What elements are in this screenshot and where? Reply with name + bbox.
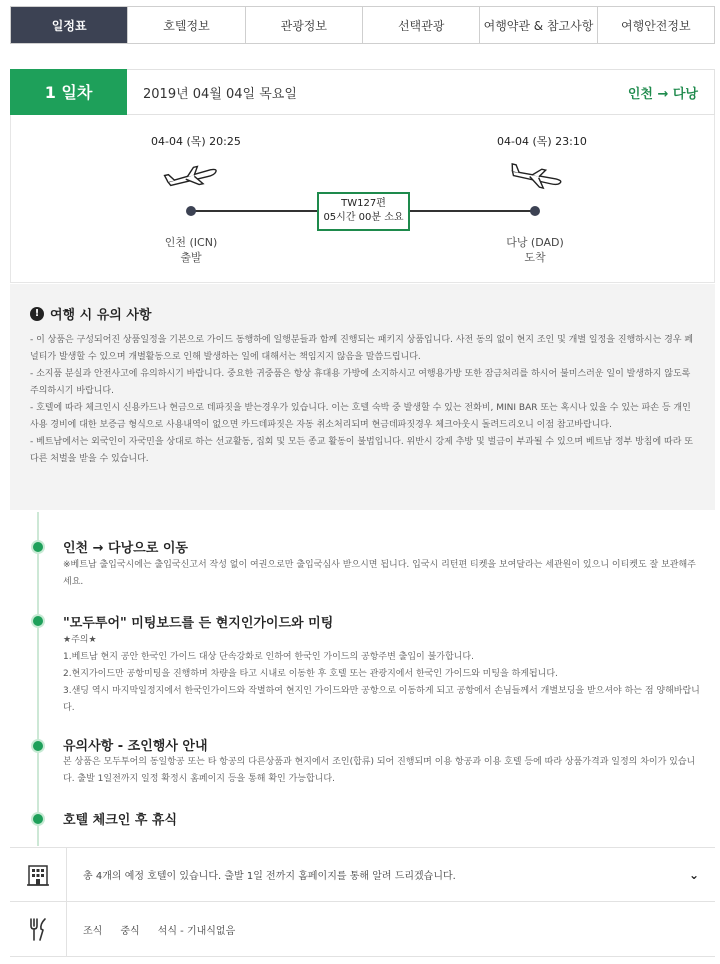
notice-paragraph: - 이 상품은 구성되어진 상품일정을 기본으로 가이드 동행하에 일행분들과 함께 진행되는 패키지 상품입니다. 사전 동의 없이 현지 조인 및 개별 일정을 진행하시는 경우 페널티가 발생할 수 있으며 개별활동으로 인해 발생하는 일에 대해서는 책임지지 않음을 말씀드립니다.: [30, 335, 694, 362]
arrive-dot: [530, 206, 540, 216]
building-icon: [26, 863, 50, 887]
itinerary-timeline: [10, 512, 715, 846]
meal-breakfast: 조식: [83, 925, 103, 937]
meal-lunch: 중식: [120, 925, 140, 937]
depart-label: 출발: [180, 251, 202, 264]
warning-icon: !: [30, 307, 44, 321]
depart-time: 04-04 (목) 20:25: [151, 135, 241, 148]
tab-optional-tour[interactable]: 선택관광: [362, 7, 479, 43]
timeline-note-line: 1.베트남 현지 공안 한국인 가이드 대상 단속강화로 인하여 한국인 가이드의 공항주변 출입이 불가합니다.: [63, 652, 474, 662]
arrive-time: 04-04 (목) 23:10: [497, 135, 587, 148]
meal-list: [83, 922, 235, 937]
timeline-item-text: 본 상품은 모두투어의 동일항공 또는 타 항공의 다른상품과 현지에서 조인(합류) 되어 진행되며 이용 항공과 이용 호텔 등에 따라 상품가격과 일정의 차이가 있습니다. 출발 1일전까지 일정 확정시 홈페이지 등을 통해 확인 가능합니다.: [63, 757, 696, 784]
timeline-dot: [33, 542, 43, 552]
timeline-dot: [33, 814, 43, 824]
notice-title: 여행 시 유의 사항: [50, 308, 152, 323]
depart-city: 인천 (ICN): [164, 236, 218, 249]
timeline-item-text: [63, 632, 703, 717]
arrive-label: 도착: [524, 251, 546, 264]
arrive-city-block: [495, 235, 575, 265]
day-badge: 1 일차: [10, 69, 127, 115]
depart-dot: [186, 206, 196, 216]
timeline-note-line: ★주의★: [63, 635, 97, 645]
timeline-item-title: "모두투어" 미팅보드를 든 현지인가이드와 미팅: [63, 616, 334, 631]
notice-paragraph: - 호텔에 따라 체크인시 신용카드나 현금으로 데파짓을 받는경우가 있습니다. 이는 호텔 숙박 중 발생할 수 있는 전화비, MINI BAR 또는 혹시나 있을 수 있는 파손 등 개인사용 경비에 대한 보증금 형식으로 사용내역이 없으면 카드데파짓은 자동 취소처리되며 현금데파짓경우 체크아웃시 돌려드리오니 이점 참고바랍니다.: [30, 403, 691, 430]
meal-row: [10, 901, 715, 957]
landing-plane-icon: [508, 161, 564, 191]
hotel-info-text: 총 4개의 예정 호텔이 있습니다. 출발 1일 전까지 홈페이지를 통해 알려 드리겠습니다.: [83, 871, 456, 882]
flight-panel: [10, 115, 715, 283]
tab-safety-info[interactable]: 여행안전정보: [597, 7, 714, 43]
tab-terms[interactable]: 여행약관 & 참고사항: [479, 7, 596, 43]
tab-tour-info[interactable]: 관광정보: [245, 7, 362, 43]
hotel-row[interactable]: [10, 847, 715, 901]
notice-body: [30, 332, 695, 468]
notice-paragraph: - 소지품 분실과 안전사고에 유의하시기 바랍니다. 중요한 귀중품은 항상 휴대용 가방에 소지하시고 여행용가방 또한 잠금처리를 하시어 불미스러운 일이 발생하지 않도록 주의하시기 바랍니다.: [30, 369, 691, 396]
day-header: [10, 69, 715, 115]
depart-city-block: [151, 235, 231, 265]
timeline-item-title: 호텔 체크인 후 휴식: [63, 813, 178, 828]
timeline-item-text: ※베트남 출입국시에는 출입국신고서 작성 없이 여권으로만 출입국심사 받으시면 됩니다. 입국시 리턴편 티켓을 보여달라는 세관원이 있으니 이티켓도 잘 보관해주세요.: [63, 560, 696, 587]
meal-dinner: 석식 - 기내식없음: [157, 925, 236, 937]
arrive-city: 다낭 (DAD): [506, 236, 564, 249]
flight-duration: 05시간 00분 소요: [323, 212, 404, 223]
meal-icon-cell: [10, 902, 67, 956]
timeline-dot: [33, 741, 43, 751]
timeline-dot: [33, 616, 43, 626]
timeline-line: [37, 512, 39, 846]
timeline-note-line: 3.샌딩 역시 마지막일정지에서 한국인가이드와 작별하여 현지인 가이드와만 공항으로 이동하게 되고 공항에서 손님들께서 개별보딩을 받으셔야 하는 점 양해바랍니다.: [63, 686, 700, 713]
travel-notice: [10, 284, 715, 510]
timeline-note-line: 2.현지가이드만 공항미팅을 진행하며 차량을 타고 시내로 이동한 후 호텔 또는 관광지에서 한국인 가이드와 미팅을 하게됩니다.: [63, 669, 558, 679]
tab-itinerary[interactable]: 일정표: [11, 7, 127, 43]
timeline-item-title: 인천 → 다낭으로 이동: [63, 541, 188, 556]
flight-number: TW127편: [341, 198, 386, 209]
tab-hotel-info[interactable]: 호텔정보: [127, 7, 244, 43]
day-date: 2019년 04월 04일 목요일: [143, 86, 297, 102]
tab-bar: [10, 6, 715, 44]
takeoff-plane-icon: [163, 161, 219, 189]
timeline-item-title: 유의사항 - 조인행사 안내: [63, 739, 208, 754]
flight-info-box: [317, 192, 410, 231]
day-route: 인천 → 다낭: [627, 86, 698, 102]
chevron-down-icon[interactable]: ⌄: [688, 867, 699, 882]
notice-heading: [30, 304, 695, 323]
fork-knife-icon: [26, 916, 50, 942]
hotel-icon-cell: [10, 848, 67, 901]
notice-paragraph: - 베트남에서는 외국인이 자국민을 상대로 하는 선교활동, 집회 및 모든 종교 활동이 불법입니다. 위반시 강제 추방 및 벌금이 부과될 수 있으며 베트남 정부 방침에 따라 또 다른 처벌을 받을 수 있습니다.: [30, 437, 693, 464]
